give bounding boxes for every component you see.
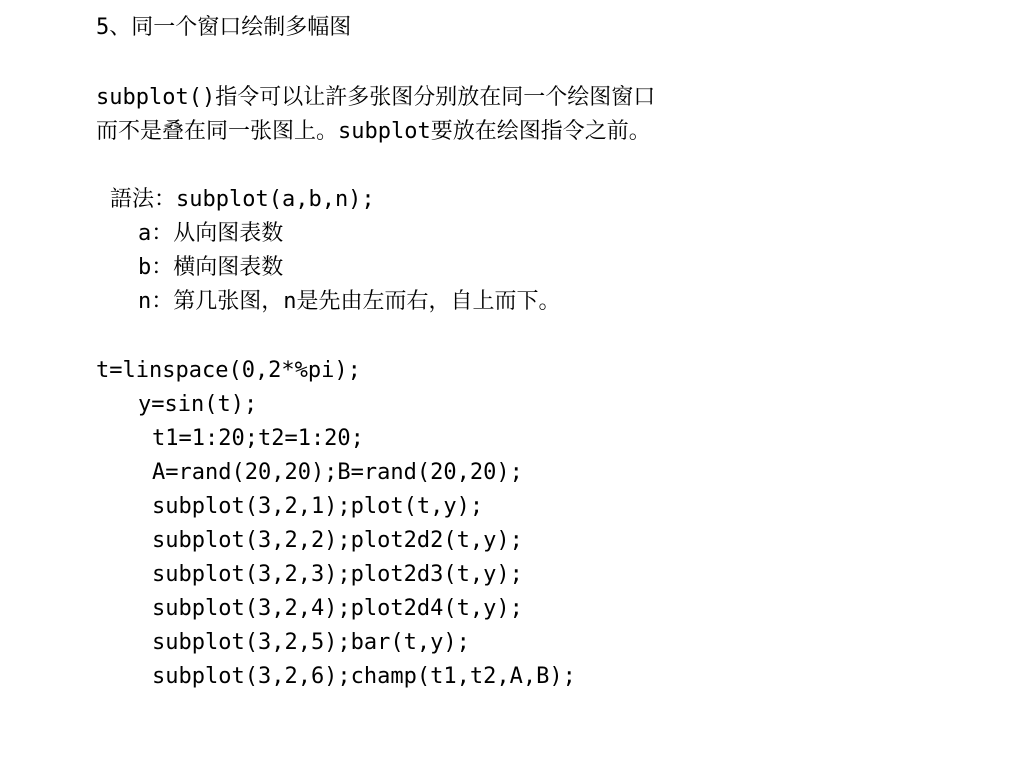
- syntax-param: n：第几张图，n是先由左而右，自上而下。: [138, 289, 561, 314]
- code-line: subplot(3,2,5);bar(t,y);: [152, 630, 470, 655]
- syntax-title: 語法：subplot(a,b,n);: [110, 187, 375, 212]
- code-line: y=sin(t);: [138, 392, 258, 417]
- syntax-param: a：从向图表数: [138, 221, 284, 246]
- code-line: subplot(3,2,1);plot(t,y);: [152, 494, 484, 519]
- code-line: subplot(3,2,3);plot2d3(t,y);: [152, 562, 523, 587]
- syntax-param: b：横向图表数: [138, 255, 284, 280]
- code-line: subplot(3,2,6);champ(t1,t2,A,B);: [152, 664, 576, 689]
- code-line: A=rand(20,20);B=rand(20,20);: [152, 460, 523, 485]
- code-line: subplot(3,2,4);plot2d4(t,y);: [152, 596, 523, 621]
- intro-line: 而不是叠在同一张图上。subplot要放在绘图指令之前。: [96, 119, 651, 144]
- intro-line: subplot()指令可以让許多张图分别放在同一个绘图窗口: [96, 85, 656, 110]
- code-line: subplot(3,2,2);plot2d2(t,y);: [152, 528, 523, 553]
- code-line: t=linspace(0,2*%pi);: [96, 358, 361, 383]
- section-heading: 5、同一个窗口绘制多幅图: [96, 15, 352, 40]
- code-line: t1=1:20;t2=1:20;: [152, 426, 364, 451]
